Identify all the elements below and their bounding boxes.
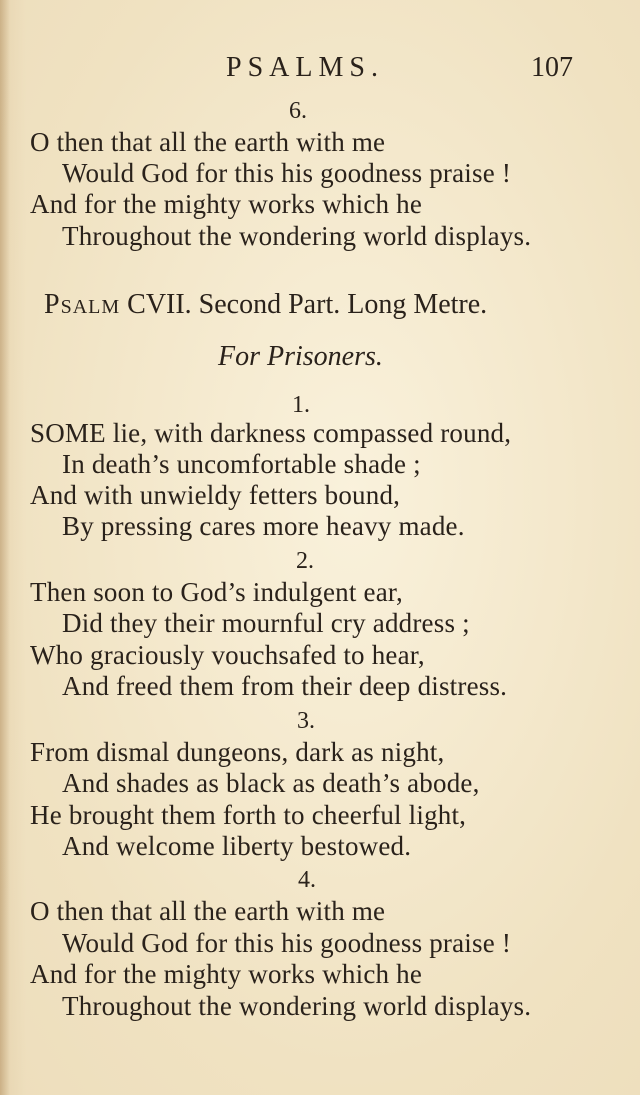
verse-number: 4. <box>298 867 316 893</box>
psalm-heading <box>44 286 487 324</box>
verse-line: And freed them from their deep distress. <box>62 671 508 701</box>
verse-line: By pressing cares more heavy made. <box>62 511 465 541</box>
verse-number: 6. <box>289 98 307 124</box>
verse-line: Throughout the wondering world displays. <box>62 991 532 1021</box>
verse-line: Would God for this his goodness praise ! <box>62 928 512 958</box>
verse-line: Throughout the wondering world displays. <box>62 221 532 251</box>
verse-line: From dismal dungeons, dark as night, <box>30 737 445 767</box>
verse-line: In death’s uncomfortable shade ; <box>62 449 421 479</box>
psalm-subtitle: For Prisoners. <box>218 341 383 372</box>
verse-number: 3. <box>297 708 315 734</box>
verse-number: 2. <box>296 548 314 574</box>
verse-line: And welcome liberty bestowed. <box>62 831 412 861</box>
verse-number: 1. <box>292 392 310 418</box>
psalm-heading-rest: CVII. Second Part. Long Metre. <box>127 289 488 320</box>
verse-line: O then that all the earth with me <box>30 896 386 926</box>
verse-line: SOME lie, with darkness compassed round, <box>30 418 512 448</box>
verse-line: Who graciously vouchsafed to hear, <box>30 640 425 670</box>
running-title: PSALMS. <box>226 52 384 83</box>
psalm-label: Psalm <box>44 289 121 320</box>
verse-line: And shades as black as death’s abode, <box>62 768 480 798</box>
verse-line: Would God for this his goodness praise ! <box>62 158 512 188</box>
verse-line: And for the mighty works which he <box>30 959 423 989</box>
verse-line: Then soon to God’s indulgent ear, <box>30 577 403 607</box>
verse-line: O then that all the earth with me <box>30 127 386 157</box>
verse-line: He brought them forth to cheerful light, <box>30 800 467 830</box>
verse-line: And with unwieldy fetters bound, <box>30 480 401 510</box>
verse-line: And for the mighty works which he <box>30 189 423 219</box>
verse-line: Did they their mournful cry address ; <box>62 608 470 638</box>
page-number: 107 <box>531 52 573 83</box>
